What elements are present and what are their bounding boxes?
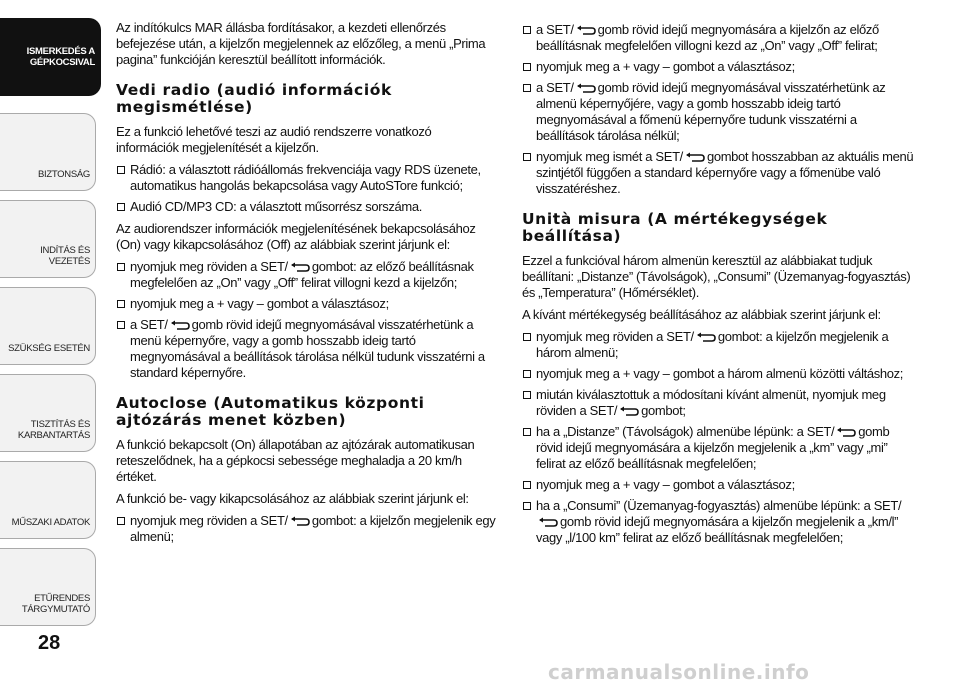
tab-label: BIZTONSÁG (37, 169, 90, 180)
autoclose-intro: A funkció bekapcsolt (On) állapotában az ajtózárak automatikusan reteszelődnek, ha a gépkocsi sebessége meghaladja a 20 km/h értéket. (116, 437, 475, 484)
step-text: gombot: a kijelzőn megjelenik egy almenü; (130, 513, 496, 544)
list-item: nyomjuk meg a + vagy – gombot a választásoz; (522, 59, 914, 75)
step-text: gombot; (641, 403, 686, 418)
tab-ismerkedes[interactable] (0, 18, 101, 96)
return-arrow-icon (289, 262, 311, 272)
chapter-sidebar (0, 0, 102, 686)
step-text: nyomjuk meg ismét a SET/ (536, 149, 683, 164)
list-item (522, 387, 914, 419)
units-steps (522, 329, 914, 546)
section-title-autoclose: Autoclose (Automatikus központi ajtózárás menet közben) (116, 394, 425, 429)
units-intro: Ezzel a funkcióval három almenün keresztül az alábbiakat tudjuk beállítani: „Distanze” (Távolságok), „Consumi” (Üzemanyag-fogyasztás) és „Temperatura” (Hőmérséklet). (522, 253, 911, 300)
tab-targymutato[interactable] (0, 548, 96, 626)
step-text: gomb rövid idejű megnyomására a kijelzőn megjelenik a „km” vagy „mi” felirat az előző beállításnak megfelelően; (536, 424, 890, 471)
step-text: nyomjuk meg röviden a SET/ (130, 259, 288, 274)
radio-steps (116, 259, 496, 381)
watermark: carmanualsonline.info (548, 660, 810, 684)
list-item (116, 317, 496, 381)
list-item (522, 498, 914, 546)
radio-onoff: Az audiorendszer információk megjelenítésének bekapcsolásához (On) vagy kikapcsolásához (Off) az alábbiak szerint járjunk el: (116, 221, 476, 252)
return-arrow-icon (684, 152, 706, 162)
step-text: gomb rövid idejű megnyomásával visszatérhetünk a menü képernyőre, vagy a gomb hosszabb ideig tartó megnyomásával a beállítások tárolása nélkül tudunk visszatérni a standard képernyőre. (130, 317, 485, 380)
step-text: a SET/ (130, 317, 168, 332)
radio-list (116, 162, 496, 215)
step-text: miután kiválasztottuk a módosítani kívánt almenüt, nyomjuk meg röviden a SET/ (536, 387, 886, 418)
list-item: nyomjuk meg a + vagy – gombot a három almenü közötti váltáshoz; (522, 366, 914, 382)
autoclose-steps (116, 513, 496, 545)
return-arrow-icon (289, 516, 311, 526)
step-text: gomb rövid idejű megnyomásával visszatérhetünk az almenü képernyőjére, vagy a gomb hosszabb ideig tartó megnyomásával a főmenü képernyőre tudunk visszatérni a beállítások tárolása nélkül; (536, 80, 886, 143)
step-text: a SET/ (536, 22, 574, 37)
list-item (116, 259, 496, 291)
right-column (522, 22, 914, 552)
return-arrow-icon (537, 517, 559, 527)
list-item (522, 80, 914, 144)
list-item (116, 513, 496, 545)
list-item (522, 329, 914, 361)
list-item: nyomjuk meg a + vagy – gombot a választásoz; (116, 296, 496, 312)
tab-szukseg[interactable] (0, 287, 96, 365)
list-item (522, 424, 914, 472)
tab-inditas[interactable] (0, 200, 96, 278)
step-text: a SET/ (536, 80, 574, 95)
step-text: gombot: az előző beállításnak megfelelően az „On” vagy „Off” felirat villogni kezd a kijelzőn; (130, 259, 474, 290)
intro-paragraph: Az indítókulcs MAR állásba fordításakor, a kezdeti ellenőrzés befejezése után, a kijelzőn megjelennek az előzőleg, a menü „Prima pagina” funkcióján keresztül beállított információk. (116, 20, 486, 67)
list-item: Rádió: a választott rádióállomás frekvenciája vagy RDS üzenete, automatikus hangolás bekapcsolása vagy AutoSTore funkció; (116, 162, 496, 194)
tab-muszaki[interactable] (0, 461, 96, 539)
page-number: 28 (38, 632, 61, 654)
return-arrow-icon (835, 427, 857, 437)
return-arrow-icon (695, 332, 717, 342)
units-howto: A kívánt mértékegység beállításához az alábbiak szerint járjunk el: (522, 307, 881, 322)
tab-label: TISZTÍTÁS ÉS KARBANTARTÁS (17, 419, 90, 441)
return-arrow-icon (575, 25, 597, 35)
step-text: nyomjuk meg röviden a SET/ (130, 513, 288, 528)
list-item: Audió CD/MP3 CD: a választott műsorrész sorszáma. (116, 199, 496, 215)
tab-biztonsag[interactable] (0, 113, 96, 191)
tab-label: ETŰRENDES TÁRGYMUTATÓ (21, 593, 90, 615)
return-arrow-icon (618, 406, 640, 416)
section-title-units: Unità misura (A mértékegységek beállítása) (522, 210, 828, 245)
step-text: ha a „Distanze” (Távolságok) almenübe lépünk: a SET/ (536, 424, 835, 439)
tab-label: MŰSZAKI ADATOK (11, 517, 90, 528)
step-text: gombot: a kijelzőn megjelenik a három almenü; (536, 329, 889, 360)
autoclose-onoff: A funkció be- vagy kikapcsolásához az alábbiak szerint járjunk el: (116, 491, 469, 506)
tab-label: ISMERKEDÉS A GÉPKOCSIVAL (26, 46, 95, 68)
tab-tisztitas[interactable] (0, 374, 96, 452)
autoclose-steps-cont (522, 22, 914, 197)
tab-label: SZÜKSÉG ESETÉN (8, 343, 90, 354)
tab-label: INDÍTÁS ÉS VEZETÉS (40, 245, 90, 267)
list-item: nyomjuk meg a + vagy – gombot a választásoz; (522, 477, 914, 493)
step-text: gomb rövid idejű megnyomására a kijelzőn megjelenik a „km/l” vagy „l/100 km” felirat az előző beállításnak megfelelően; (536, 514, 899, 545)
list-item (522, 22, 914, 54)
return-arrow-icon (575, 83, 597, 93)
section-title-radio: Vedi radio (audió információk megismétlése) (116, 81, 392, 116)
list-item (522, 149, 914, 197)
radio-intro: Ez a funkció lehetővé teszi az audió rendszerre vonatkozó információk megjelenítését a kijelzőn. (116, 124, 432, 155)
return-arrow-icon (169, 320, 191, 330)
step-text: nyomjuk meg röviden a SET/ (536, 329, 694, 344)
step-text: ha a „Consumi” (Üzemanyag-fogyasztás) almenübe lépünk: a SET/ (536, 498, 902, 513)
left-column (116, 20, 496, 551)
step-text: gomb rövid idejű megnyomására a kijelzőn az előző beállításnak megfelelően villogni kezd az „On” vagy „Off” felirat; (536, 22, 879, 53)
step-text: gombot hosszabban az aktuális menü szintjétől függően a standard képernyőre vagy a főmenübe való visszatéréshez. (536, 149, 914, 196)
